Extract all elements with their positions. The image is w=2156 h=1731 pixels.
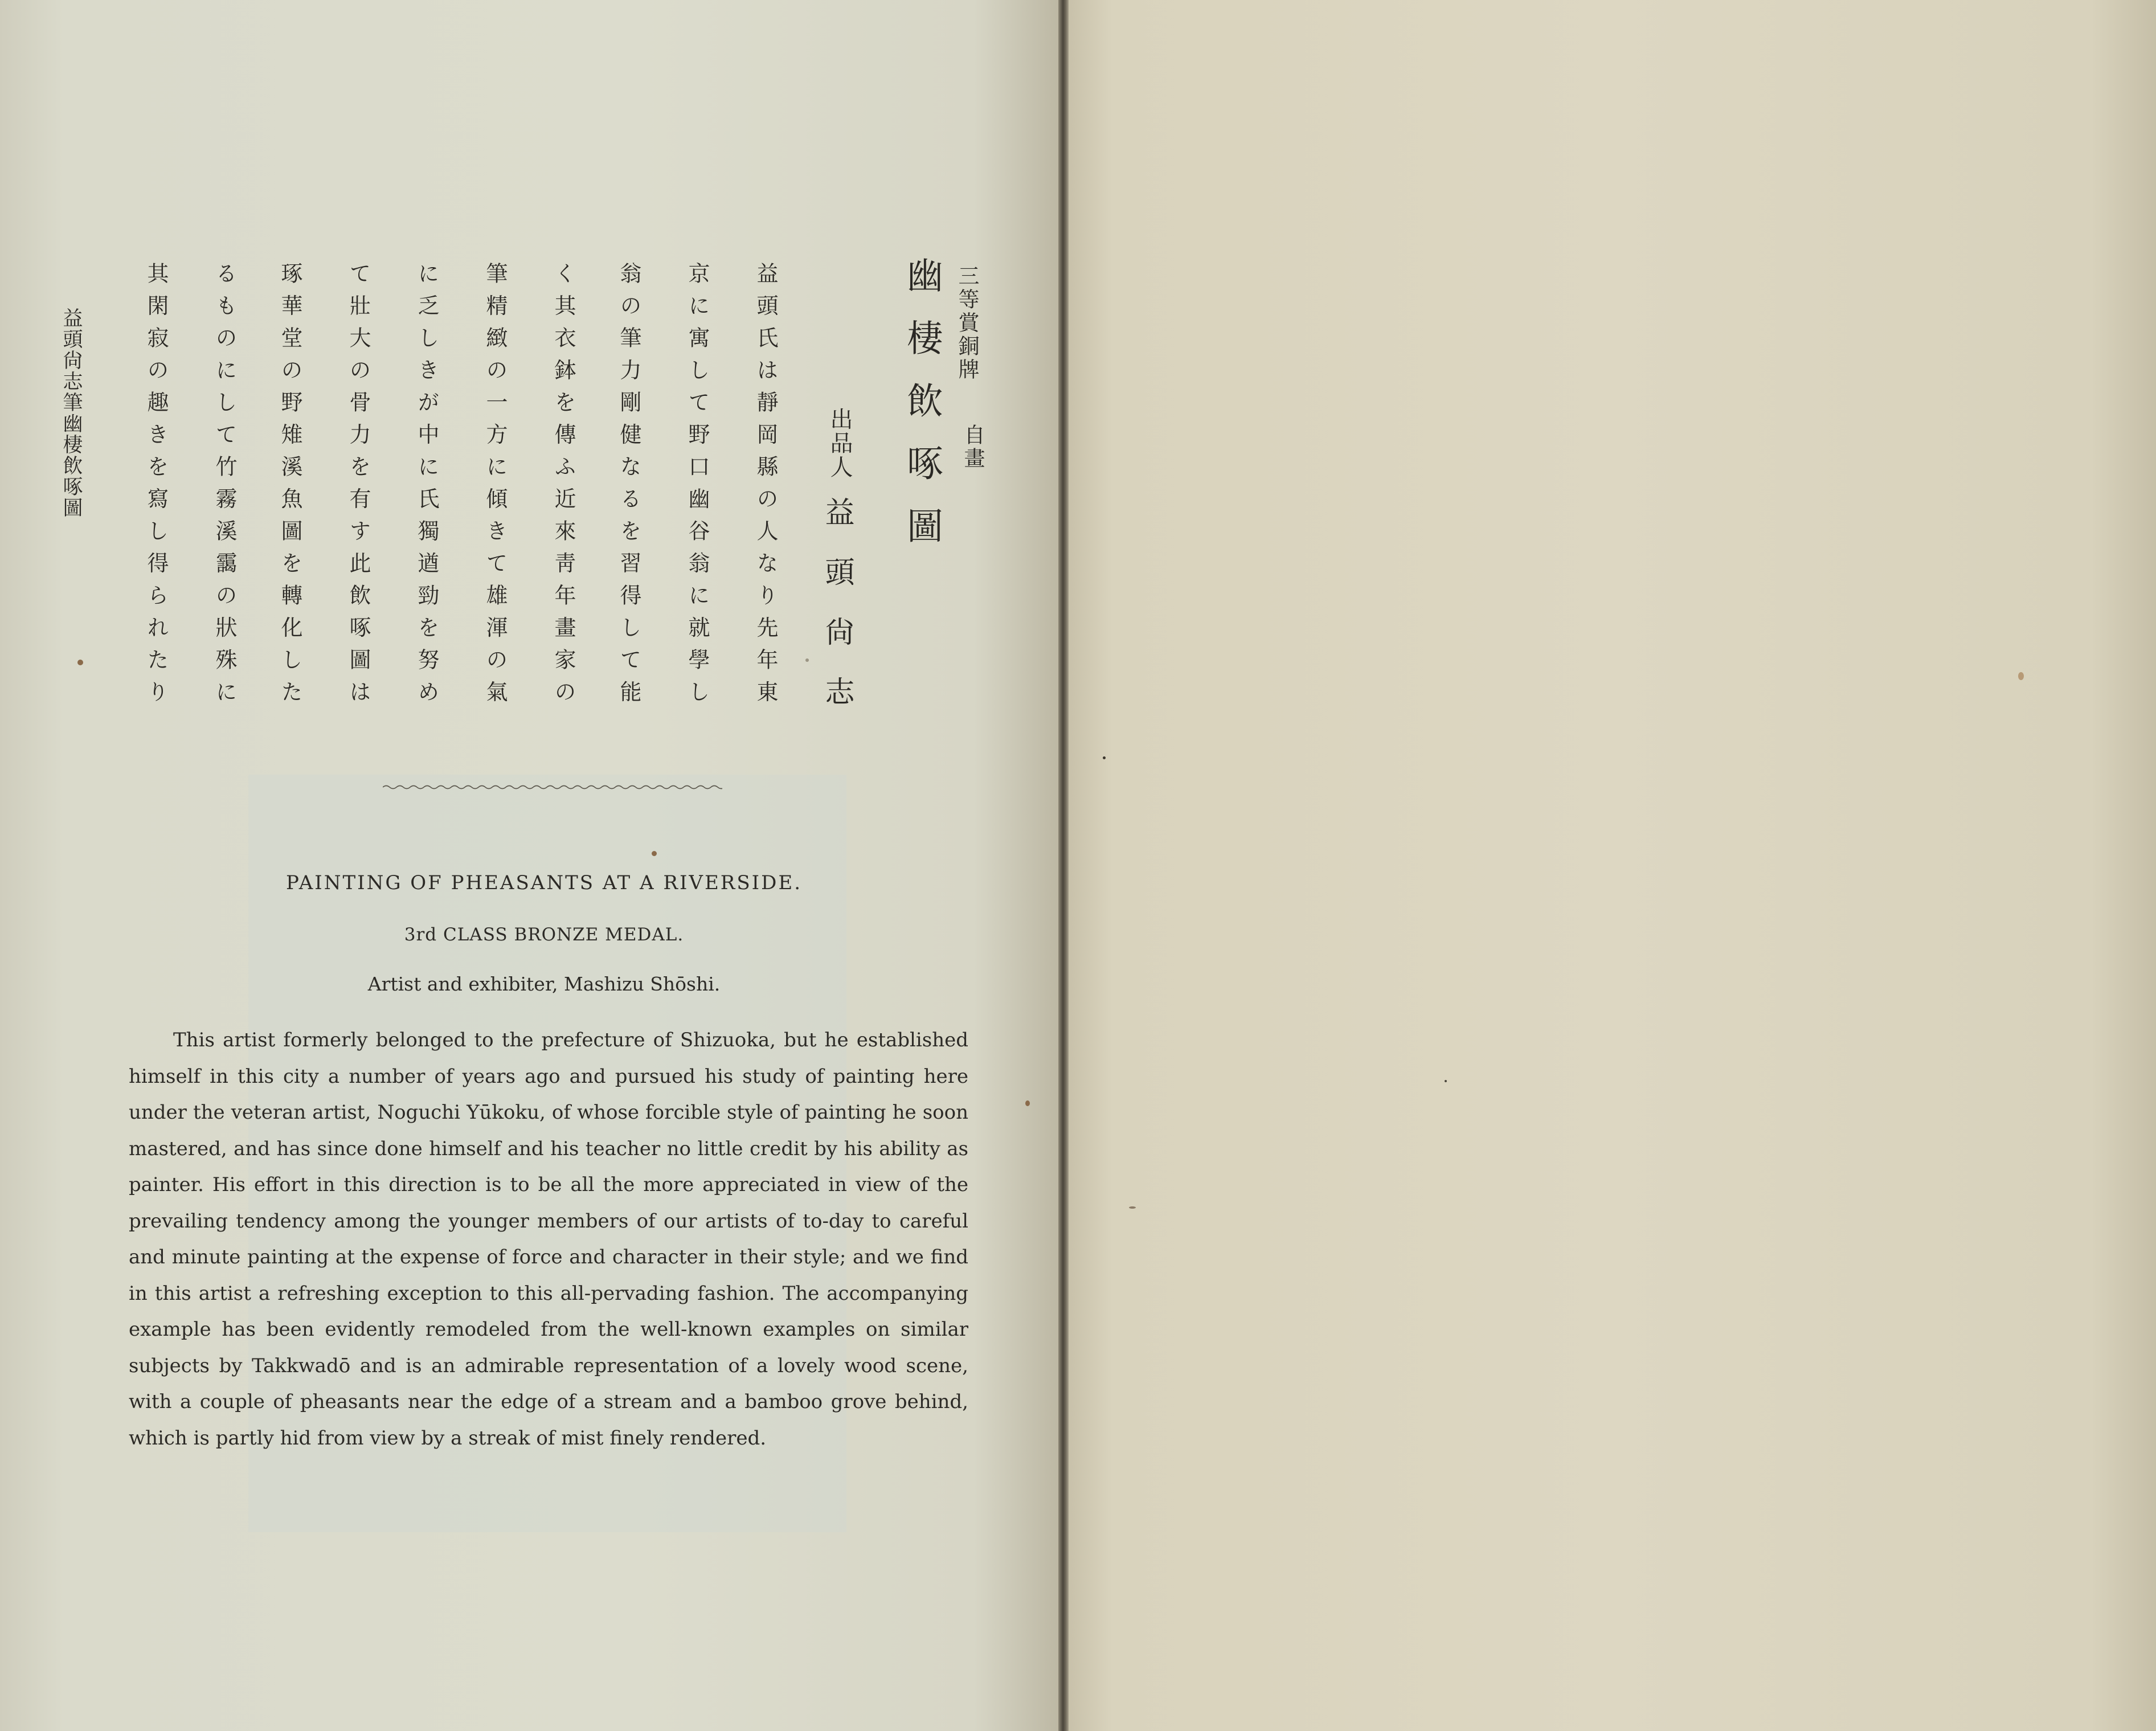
english-credit: Artist and exhibiter, Mashizu Shōshi. xyxy=(367,973,721,995)
jp-body-column-5: 筆精緻の一方に傾きて雄渾の氣 xyxy=(482,262,508,713)
artist-label-jp: 自畫 xyxy=(960,424,985,470)
jp-body-column-9: るものにして竹霧溪靄の狀殊に xyxy=(212,262,237,713)
english-title: PAINTING OF PHEASANTS AT A RIVERSIDE. xyxy=(285,871,802,894)
paper-speck xyxy=(77,660,83,665)
running-head: 益頭尙志筆幽棲飲啄圖 xyxy=(60,308,83,518)
jp-body-column-10: 其閑寂の趣きを寫し得られたり xyxy=(144,262,169,713)
jp-body-column-8: 琢華堂の野雉溪魚圖を轉化した xyxy=(277,262,302,713)
english-subtitle: 3rd CLASS BRONZE MEDAL. xyxy=(404,924,684,945)
jp-body-column-4: く其衣鉢を傳ふ近來靑年畫家の xyxy=(551,262,576,713)
wavy-divider xyxy=(383,783,722,792)
paper-speck xyxy=(1103,756,1106,759)
left-page xyxy=(0,0,1058,1731)
jp-body-column-3: 翁の筆力剛健なるを習得して能 xyxy=(616,262,641,713)
paper-speck xyxy=(1445,1080,1447,1082)
right-page-blank xyxy=(1069,0,2156,1731)
book-gutter xyxy=(1058,0,1069,1731)
exhibitor-name-jp: 益頭尙志 xyxy=(820,497,854,736)
paper-speck xyxy=(2018,672,2024,680)
jp-body-column-2: 京に寓して野口幽谷翁に就學し xyxy=(685,262,710,713)
jp-body-column-6: に乏しきが中に氏獨遒勁を努め xyxy=(414,262,439,713)
title-jp: 幽棲飲啄圖 xyxy=(901,256,943,570)
exhibitor-label-jp: 出品人 xyxy=(827,407,853,479)
award-jp: 三等賞銅牌 xyxy=(955,265,979,382)
paper-speck xyxy=(652,851,657,856)
english-paragraph: This artist formerly belonged to the prefecture of Shizuoka, but he established himself in this city a number of years ago and pursued his study of painting here under the veteran artist, Noguchi Yūkoku, of whose forcible style of painting he soon mastered, and has since done himself and his teacher no little credit by his ability as painter. His effort in this direction is to be all the more appreciated in view of the prevailing tendency among the younger members of our artists of to-day to careful and minute painting at the expense of force and character in their style; and we find in this artist a refreshing exception to this all-pervading fashion. The accompanying example has been evidently remodeled from the well-known examples on similar subjects by Takkwadō and is an admirable representation of a lovely wood scene, with a couple of pheasants near the edge of a stream and a bamboo grove behind, which is partly hid from view by a streak of mist finely rendered. xyxy=(129,1029,968,1450)
jp-body-column-1: 益頭氏は靜岡縣の人なり先年東 xyxy=(753,262,778,713)
jp-body-column-7: て壯大の骨力を有す此飲啄圖は xyxy=(346,262,371,713)
paper-speck xyxy=(805,658,809,662)
paper-speck xyxy=(1025,1100,1030,1106)
paper-speck xyxy=(1129,1206,1136,1209)
